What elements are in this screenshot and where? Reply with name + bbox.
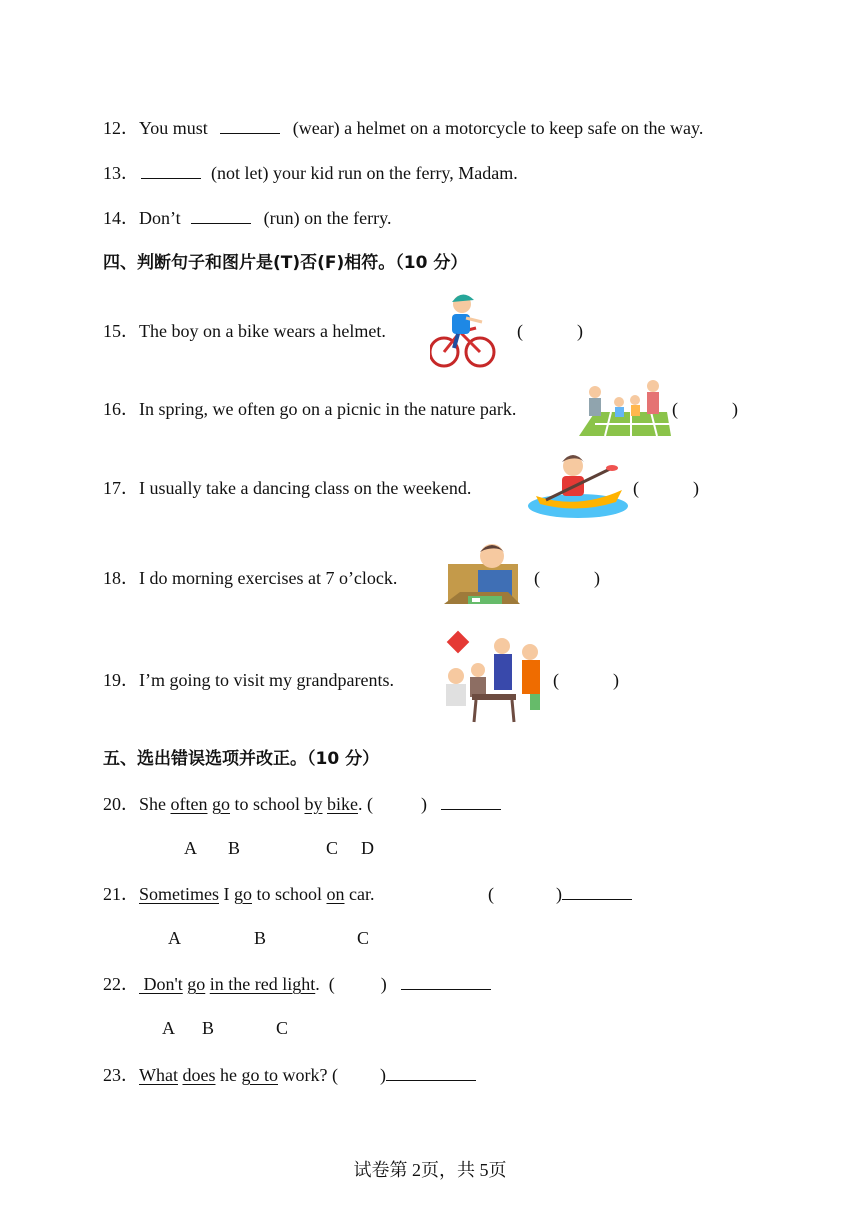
question-text: You must xyxy=(139,118,208,138)
paren-close: ) xyxy=(380,974,387,994)
question-21 xyxy=(103,883,374,905)
option-letter: B xyxy=(228,838,241,858)
question-number: 19． xyxy=(103,670,139,690)
answer-parentheses[interactable]: ( ) xyxy=(534,568,600,588)
question-number: 15． xyxy=(103,321,139,341)
sentence-text: work? ( xyxy=(278,1065,338,1085)
answer-parentheses[interactable] xyxy=(488,883,632,905)
family-visiting-grandparents-image xyxy=(438,630,546,724)
question-text: In spring, we often go on a picnic in the nature park. xyxy=(139,399,517,419)
question-17 xyxy=(103,477,471,499)
question-number: 14． xyxy=(103,208,139,228)
option-b-text: go xyxy=(187,974,206,994)
option-c-text: by xyxy=(304,794,323,814)
answer-blank[interactable] xyxy=(141,162,201,179)
option-letter: C xyxy=(326,838,339,858)
question-14 xyxy=(103,207,391,229)
option-letter: B xyxy=(254,928,267,948)
question-15 xyxy=(103,320,386,342)
question-13 xyxy=(103,162,518,184)
sentence-text: . ( xyxy=(315,974,335,994)
option-a-text: Don't xyxy=(139,974,183,994)
sentence-text: car. xyxy=(344,884,375,904)
correction-blank[interactable] xyxy=(401,973,491,990)
paren-open: ( xyxy=(488,884,494,904)
page-footer: 试卷第 2页，共 5页 xyxy=(353,1160,507,1180)
girl-in-kayak-image xyxy=(526,450,630,520)
option-letter: B xyxy=(202,1018,215,1038)
question-19 xyxy=(103,669,394,691)
question-hint: (not let) your kid run on the ferry, Madam. xyxy=(211,163,518,183)
answer-parentheses[interactable]: ( ) xyxy=(517,321,583,341)
question-20 xyxy=(103,793,501,815)
option-c-text: go to xyxy=(241,1065,278,1085)
answer-blank[interactable] xyxy=(220,117,280,134)
paren-close: ) xyxy=(420,794,427,814)
boy-riding-bike-with-helmet-image xyxy=(430,288,496,370)
question-number: 16． xyxy=(103,399,139,419)
question-23 xyxy=(103,1064,476,1086)
option-letter: C xyxy=(276,1018,289,1038)
section-4-heading: 四、判断句子和图片是(T)否(F)相符。（10 分） xyxy=(103,253,468,273)
question-16 xyxy=(103,398,516,420)
question-hint: (run) on the ferry. xyxy=(263,208,392,228)
sentence-text: to school xyxy=(229,794,305,814)
sentence-text: to school xyxy=(252,884,327,904)
question-text: Don’t xyxy=(139,208,181,228)
sentence-text: I xyxy=(219,884,234,904)
question-number: 12． xyxy=(103,118,139,138)
question-18 xyxy=(103,567,397,589)
boy-eating-breakfast-image xyxy=(442,538,522,616)
answer-parentheses[interactable]: ( ) xyxy=(672,399,738,419)
option-a-text: What xyxy=(139,1065,178,1085)
answer-parentheses[interactable]: ( ) xyxy=(633,478,699,498)
option-b-text: go xyxy=(211,794,230,814)
question-hint: (wear) a helmet on a motorcycle to keep safe on the way. xyxy=(292,118,704,138)
question-text: I’m going to visit my grandparents. xyxy=(139,670,394,690)
option-a-text: often xyxy=(170,794,208,814)
question-number: 20． xyxy=(103,794,139,814)
question-number: 18． xyxy=(103,568,139,588)
correction-blank[interactable] xyxy=(441,793,501,810)
question-number: 17． xyxy=(103,478,139,498)
sentence-text: . ( xyxy=(357,794,373,814)
option-letter: C xyxy=(357,928,370,948)
question-number: 21． xyxy=(103,884,139,904)
paren-close: ) xyxy=(556,884,562,904)
option-letter: A xyxy=(184,838,197,858)
question-text: I usually take a dancing class on the weekend. xyxy=(139,478,472,498)
sentence-text: he xyxy=(215,1065,242,1085)
option-c-text: on xyxy=(326,884,345,904)
option-b-text: does xyxy=(182,1065,216,1085)
paren-close: ) xyxy=(379,1065,386,1085)
family-picnic-image xyxy=(575,376,673,438)
sentence-text: She xyxy=(139,794,171,814)
question-number: 22． xyxy=(103,974,139,994)
question-number: 13． xyxy=(103,163,139,183)
option-letter: D xyxy=(361,838,374,858)
question-12 xyxy=(103,117,703,139)
correction-blank[interactable] xyxy=(562,883,632,900)
section-5-heading: 五、选出错误选项并改正。（10 分） xyxy=(103,749,380,769)
option-d-text: bike xyxy=(326,794,358,814)
option-c-text: in the red light xyxy=(209,974,316,994)
answer-blank[interactable] xyxy=(191,207,251,224)
option-b-text: go xyxy=(234,884,252,904)
answer-parentheses[interactable]: ( ) xyxy=(553,670,619,690)
option-a-text: Sometimes xyxy=(139,884,219,904)
question-text: I do morning exercises at 7 o’clock. xyxy=(139,568,398,588)
question-number: 23． xyxy=(103,1065,139,1085)
correction-blank[interactable] xyxy=(386,1064,476,1081)
question-22 xyxy=(103,973,491,995)
option-letter: A xyxy=(168,928,181,948)
question-text: The boy on a bike wears a helmet. xyxy=(139,321,386,341)
option-letter: A xyxy=(162,1018,175,1038)
